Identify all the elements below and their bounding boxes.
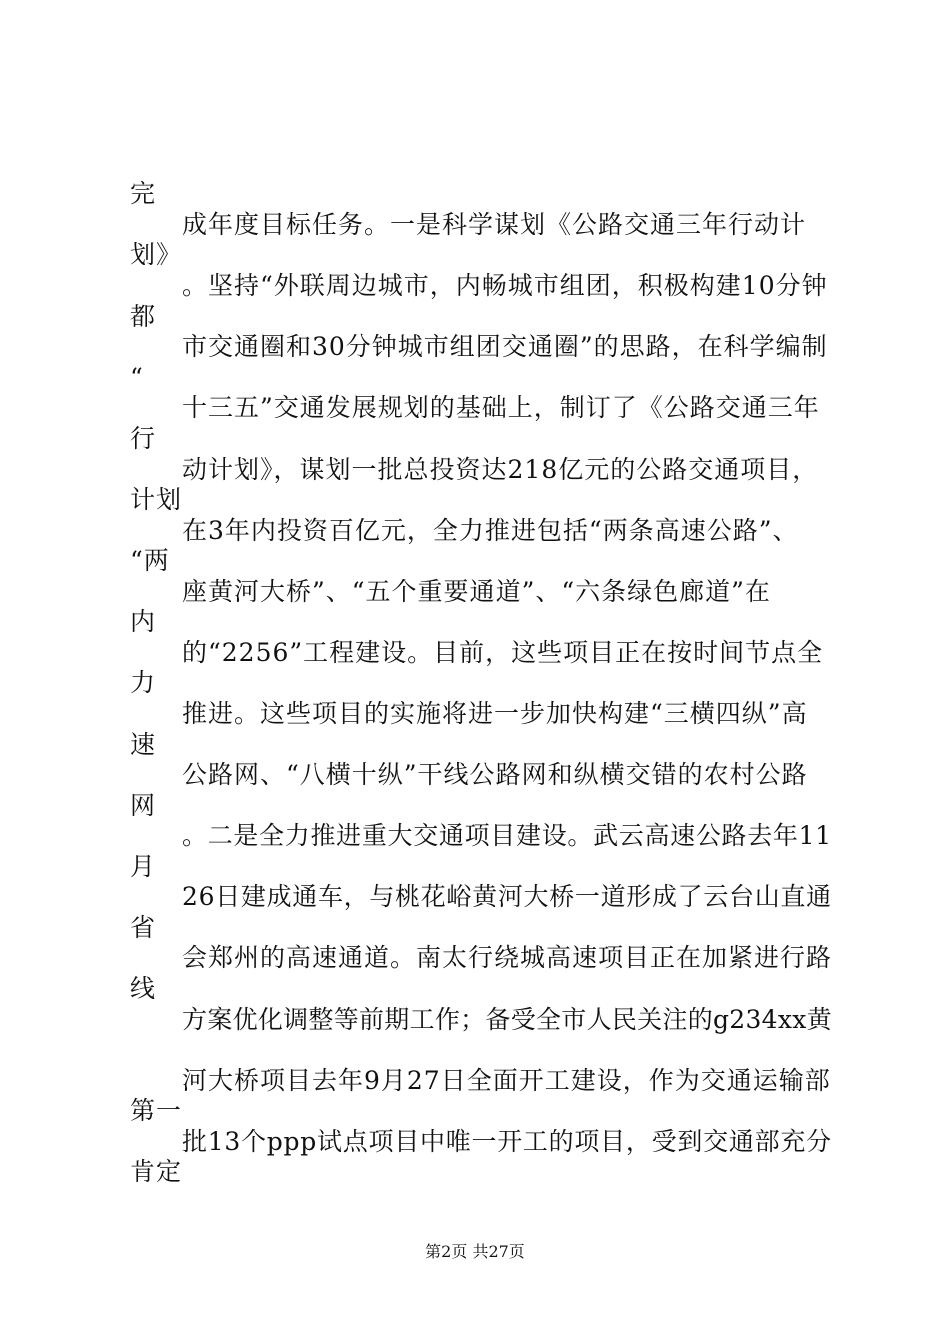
wrap-line-10: 速 bbox=[130, 730, 157, 759]
text-line-4: 十三五”交通发展规划的基础上，制订了《公路交通三年 bbox=[182, 393, 820, 422]
text-line-9: 推进。这些项目的实施将进一步加快构建“三横四纵”高 bbox=[182, 699, 808, 728]
wrap-line-14: 线 bbox=[130, 974, 157, 1003]
text-line-7: 座黄河大桥”、“五个重要通道”、“六条绿色廊道”在 bbox=[182, 577, 771, 606]
text-line-5: 动计划》，谋划一批总投资达218亿元的公路交通项目， bbox=[182, 455, 819, 484]
text-line-13: 会郑州的高速通道。南太行绕城高速项目正在加紧进行路 bbox=[182, 943, 833, 972]
wrap-line-2: 划》 bbox=[130, 240, 183, 269]
wrap-line-13: 省 bbox=[130, 913, 157, 942]
wrap-line-3: 都 bbox=[130, 302, 157, 331]
text-line-6: 在3年内投资百亿元，全力推进包括“两条高速公路”、 bbox=[182, 516, 799, 545]
text-line-1: 成年度目标任务。一是科学谋划《公路交通三年行动计 bbox=[182, 210, 807, 239]
wrap-line-6: 计划 bbox=[130, 485, 183, 514]
text-line-15: 河大桥项目去年9月27日全面开工建设，作为交通运输部 bbox=[182, 1066, 831, 1095]
text-line-3: 市交通圈和30分钟城市组团交通圈”的思路，在科学编制 bbox=[182, 332, 828, 361]
wrap-line-9: 力 bbox=[130, 668, 157, 697]
text-line-14: 方案优化调整等前期工作；备受全市人民关注的g234xx黄 bbox=[182, 1005, 832, 1034]
wrap-line-5: 行 bbox=[130, 424, 157, 453]
text-line-16: 批13个ppp试点项目中唯一开工的项目，受到交通部充分 bbox=[182, 1127, 832, 1156]
wrap-line-16: 肯定 bbox=[130, 1157, 183, 1186]
wrap-line-15: 第一 bbox=[130, 1096, 183, 1125]
text-line-2: 。坚持“外联周边城市，内畅城市组团，积极构建10分钟 bbox=[182, 271, 828, 300]
wrap-line-4: “ bbox=[130, 363, 144, 392]
wrap-line-8: 内 bbox=[130, 607, 157, 636]
page-footer: 第2页 共27页 bbox=[425, 1242, 525, 1261]
text-line-8: 的“2256”工程建设。目前，这些项目正在按时间节点全 bbox=[182, 638, 824, 667]
text-line-12: 26日建成通车，与桃花峪黄河大桥一道形成了云台山直通 bbox=[182, 882, 832, 911]
text-line-11: 。二是全力推进重大交通项目建设。武云高速公路去年11 bbox=[182, 821, 832, 850]
wrap-line-7: “两 bbox=[130, 546, 170, 575]
wrap-line-12: 月 bbox=[130, 852, 157, 881]
wrap-line-1: 完 bbox=[130, 179, 157, 208]
text-line-10: 公路网、“八横十纵”干线公路网和纵横交错的农村公路 bbox=[182, 760, 808, 789]
wrap-line-11: 网 bbox=[130, 791, 157, 820]
